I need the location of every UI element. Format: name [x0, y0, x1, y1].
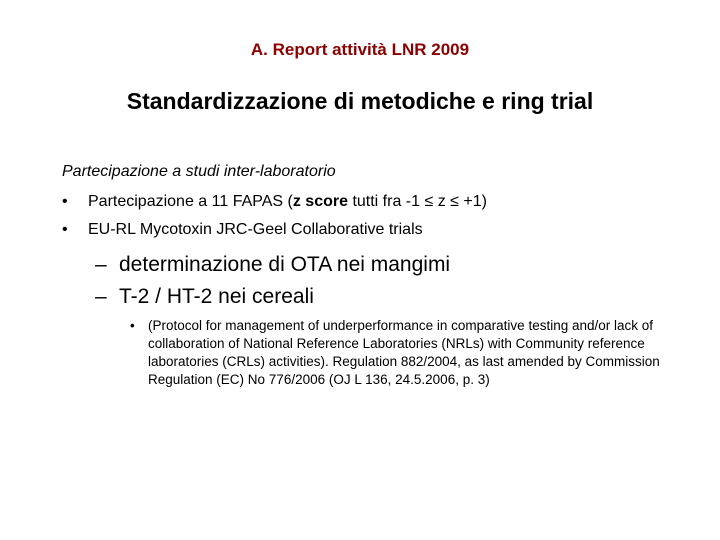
bullet-dot: • [62, 221, 68, 238]
intro-text: Partecipazione a studi inter-laboratorio [62, 163, 336, 180]
note-bullet-dot: • [130, 318, 135, 333]
sub-bullet-ota [95, 253, 450, 277]
sub-bullet-dash: – [95, 253, 107, 276]
sub-bullet-t2 [95, 285, 314, 309]
sub-bullet-dash: – [95, 285, 107, 308]
report-header-title: A. Report attività LNR 2009 [250, 40, 470, 59]
sub-bullet-ota-text: determinazione di OTA nei mangimi [119, 253, 451, 276]
bullet-dot: • [62, 193, 68, 210]
bullet-fapas-prefix: Partecipazione a 11 FAPAS ( [88, 193, 293, 210]
slide-title: Standardizzazione di metodiche e ring trial [126, 88, 594, 114]
bullet-fapas [62, 193, 487, 211]
sub-bullet-t2-text: T-2 / HT-2 nei cereali [119, 285, 314, 308]
protocol-note [130, 317, 670, 389]
bullet-fapas-suffix: tutti fra -1 ≤ z ≤ +1) [348, 193, 487, 210]
bullet-eurl [62, 221, 423, 239]
protocol-note-text: (Protocol for management of underperformance in comparative testing and/or lack of collaboration of National Reference Laboratories (NRLs) with Community reference laboratories (CRLs) activities). Regulation 882/2004, as last amended by Commission Regulation (EC) No 776/2006 (OJ L 136, 24.5.2006, p. 3) [148, 318, 660, 387]
bullet-eurl-text: EU-RL Mycotoxin JRC-Geel Collaborative trials [88, 221, 423, 238]
bullet-fapas-bold: z score [292, 193, 348, 210]
